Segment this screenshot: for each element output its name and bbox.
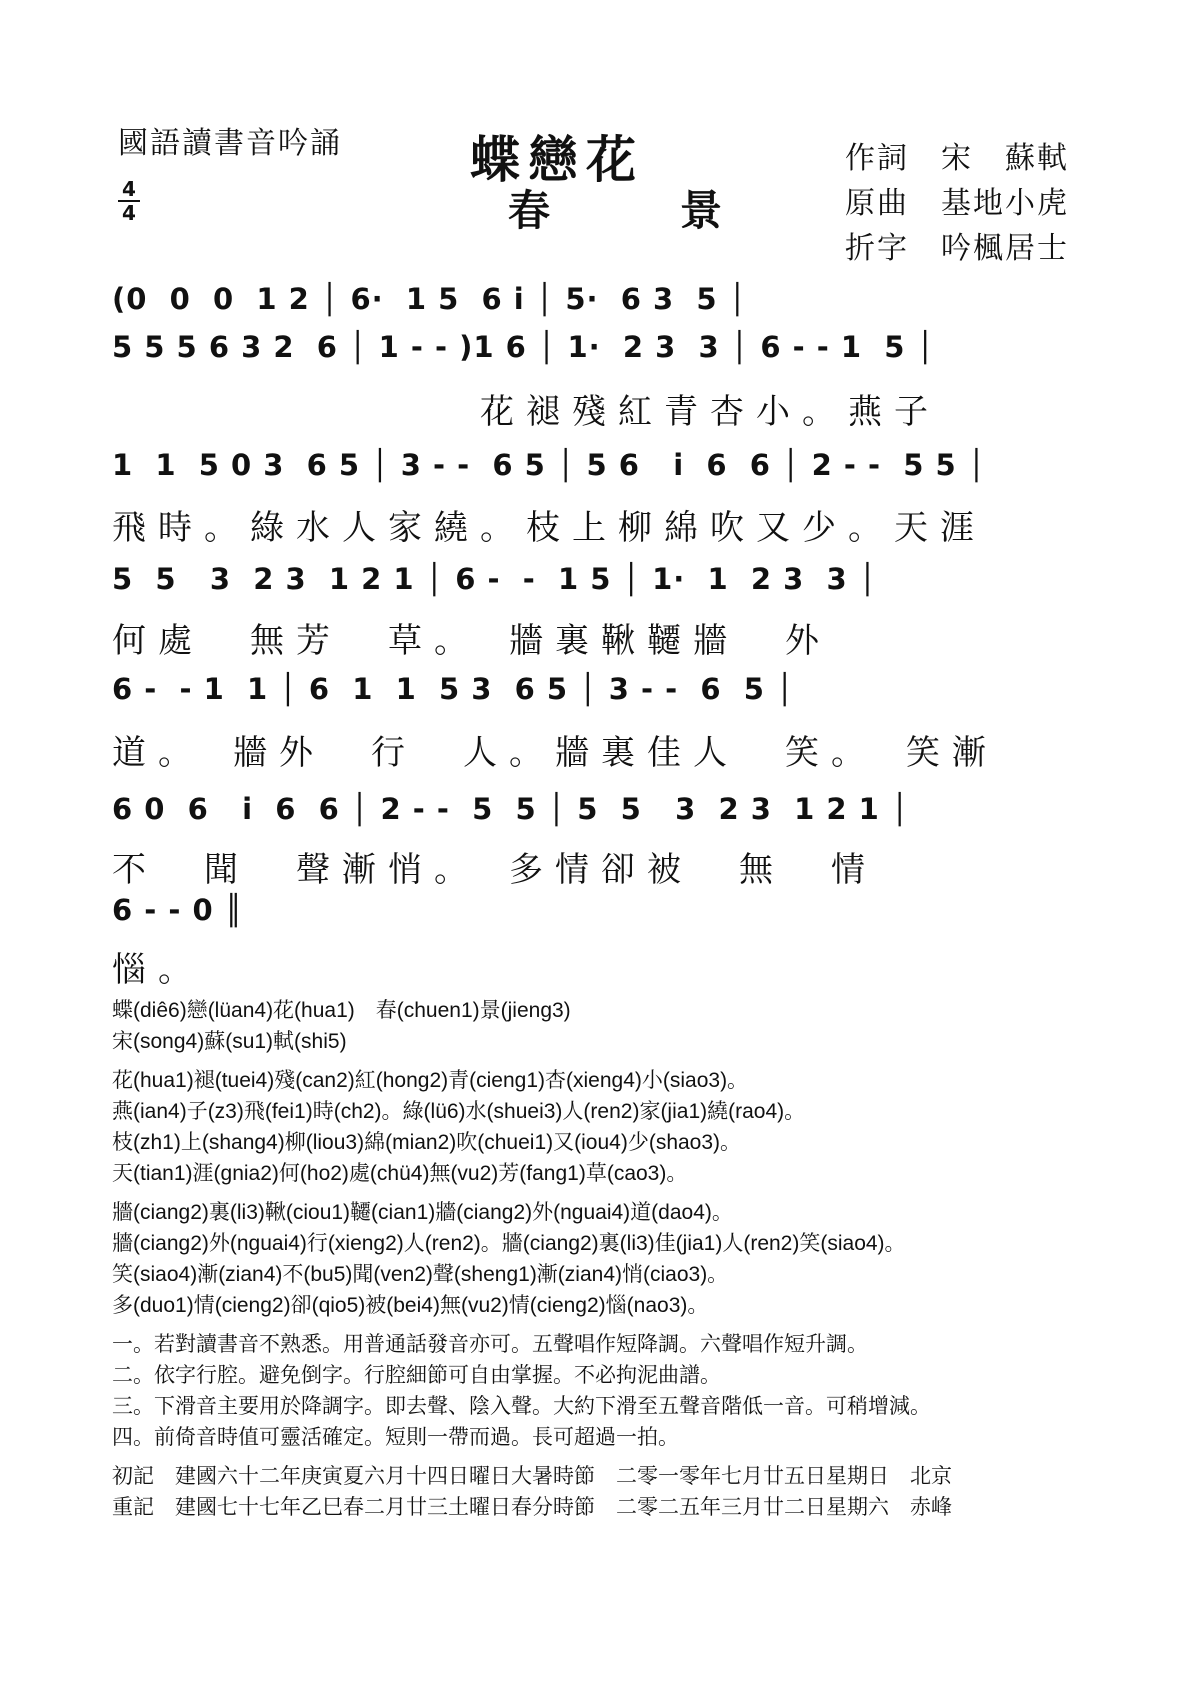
- remark-line: 一。若對讀書音不熟悉。用普通話發音亦可。五聲唱作短降調。六聲唱作短升調。: [112, 1333, 868, 1356]
- credit-arranger: [845, 223, 1069, 267]
- remark-line: 二。依字行腔。避免倒字。行腔細節可自由掌握。不必拘泥曲譜。: [112, 1364, 721, 1387]
- pronunciation-line: 牆(ciang2)裏(li3)鞦(ciou1)韆(cian1)牆(ciang2)外(nguai4)道(dao4)。: [112, 1201, 733, 1224]
- pronunciation-line: 燕(ian4)子(z3)飛(fei1)時(ch2)。綠(lü6)水(shuei3)人(ren2)家(jia1)繞(rao4)。: [112, 1100, 806, 1123]
- score-line-2: 5 5 5 6 3 2 6 │ 1 - - )1 6 │ 1· 2 3 3 │ 6 - - 1 5 │: [112, 330, 935, 364]
- credit-label: 原曲: [845, 186, 909, 221]
- score-line-4: 5 5 3 2 3 1 2 1 │ 6 - - 1 5 │ 1· 1 2 3 3 │: [112, 562, 878, 596]
- score-line-7: 6 - - 0 ║: [112, 893, 244, 927]
- pronunciation-line: 宋(song4)蘇(su1)軾(shi5): [112, 1030, 347, 1053]
- pronunciation-line: 枝(zh1)上(shang4)柳(liou3)綿(mian2)吹(chuei1)又(iou4)少(shao3)。: [112, 1131, 742, 1154]
- credit-lyricist: [845, 133, 1069, 177]
- lyrics-line-7: 惱。: [112, 950, 204, 990]
- song-subtitle: 春 景: [508, 186, 767, 235]
- lyrics-line-2: 花褪殘紅青杏小。燕子: [112, 392, 940, 432]
- pronunciation-line: 蝶(diê6)戀(lüan4)花(hua1) 春(chuen1)景(jieng3): [112, 999, 571, 1022]
- song-title: 蝶戀花: [470, 130, 644, 189]
- time-signature-top: 4: [118, 178, 140, 202]
- lyrics-line-5: 道。 牆外 行 人。牆裏佳人 笑。 笑漸: [112, 733, 998, 773]
- lyrics-line-6: 不 聞 聲漸悄。 多情卻被 無 情: [112, 850, 877, 890]
- score-line-6: 6 0 6 i 6 6 │ 2 - - 5 5 │ 5 5 3 2 3 1 2 1 │: [112, 792, 910, 826]
- style-label: 國語讀書音吟誦: [118, 126, 342, 161]
- lyrics-line-3: 飛時。綠水人家繞。枝上柳綿吹又少。天涯: [112, 508, 986, 548]
- time-signature-bottom: 4: [122, 201, 136, 225]
- lyrics-line-4: 何處 無芳 草。 牆裏鞦韆牆 外: [112, 621, 831, 661]
- remark-line: 四。前倚音時值可靈活確定。短則一帶而過。長可超過一拍。: [112, 1426, 679, 1449]
- credit-value: 宋 蘇軾: [941, 141, 1069, 176]
- score-line-3: 1 1 5 0 3 6 5 │ 3 - - 6 5 │ 5 6 i 6 6 │ 2 - - 5 5 │: [112, 448, 987, 482]
- time-signature: [118, 178, 140, 224]
- pronunciation-line: 笑(siao4)漸(zian4)不(bu5)聞(ven2)聲(sheng1)漸(zian4)悄(ciao3)。: [112, 1263, 729, 1286]
- notes-section: [112, 995, 1112, 1523]
- credit-value: 基地小虎: [941, 186, 1069, 221]
- credit-label: 折字: [845, 231, 909, 266]
- score-line-5: 6 - - 1 1 │ 6 1 1 5 3 6 5 │ 3 - - 6 5 │: [112, 672, 795, 706]
- pronunciation-line: 花(hua1)褪(tuei4)殘(can2)紅(hong2)青(cieng1)杏(xieng4)小(siao3)。: [112, 1069, 749, 1092]
- record-line: 重記 建國七十七年乙巳春二月廿三土曜日春分時節 二零二五年三月廿二日星期六 赤峰: [112, 1496, 952, 1519]
- credit-composer: [845, 178, 1069, 222]
- pronunciation-line: 牆(ciang2)外(nguai4)行(xieng2)人(ren2)。牆(ciang2)裏(li3)佳(jia1)人(ren2)笑(siao4)。: [112, 1232, 906, 1255]
- remark-line: 三。下滑音主要用於降調字。即去聲、陰入聲。大約下滑至五聲音階低一音。可稍增減。: [112, 1395, 931, 1418]
- pronunciation-line: 多(duo1)情(cieng2)卻(qio5)被(bei4)無(vu2)情(cieng2)惱(nao3)。: [112, 1294, 709, 1317]
- score-line-1: (0 0 0 1 2 │ 6· 1 5 6 i │ 5· 6 3 5 │: [112, 282, 748, 316]
- credit-label: 作詞: [845, 141, 909, 176]
- record-line: 初記 建國六十二年庚寅夏六月十四日曜日大暑時節 二零一零年七月廿五日星期日 北京: [112, 1465, 952, 1488]
- credit-value: 吟楓居士: [941, 231, 1069, 266]
- pronunciation-line: 天(tian1)涯(gnia2)何(ho2)處(chü4)無(vu2)芳(fang1)草(cao3)。: [112, 1162, 688, 1185]
